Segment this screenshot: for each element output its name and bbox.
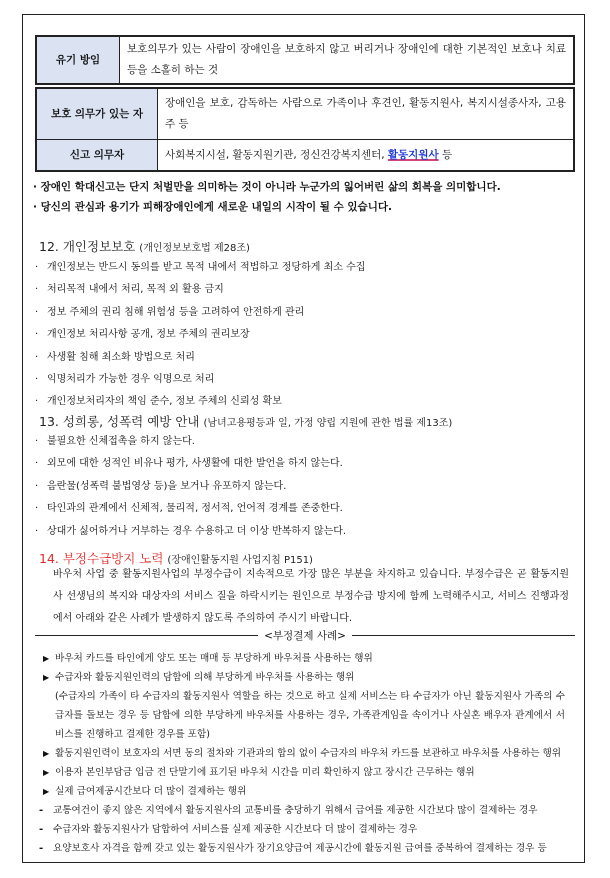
section-13-list (35, 431, 346, 543)
row-text-after: 등 (438, 148, 453, 161)
table-row (36, 36, 574, 84)
document-page (22, 14, 585, 863)
case-text: 수급자와 활동지원인력의 담합에 의해 부당하게 바우처를 사용하는 행위 (55, 672, 355, 683)
bullet-dot-icon: · (35, 458, 39, 470)
list-item-text: 타인과의 관계에서 신체적, 물리적, 정서적, 언어적 경계를 존중한다. (47, 503, 343, 515)
section-title-text: 14. 부정수급방지 노력 (39, 551, 164, 566)
fraud-cases-list (35, 649, 565, 858)
section-subtitle: (개인정보보호법 제28조) (139, 243, 250, 254)
section-title-text: 13. 성희롱, 성폭력 예방 안내 (39, 414, 200, 429)
section-title-text: 12. 개인정보보호 (39, 239, 136, 254)
bullet-dot-icon: · (35, 262, 39, 273)
list-item-text: 처리목적 내에서 처리, 목적 외 활용 금지 (47, 284, 224, 296)
fraud-case-item (35, 668, 565, 744)
triangle-bullet-icon: ▶ (43, 768, 50, 777)
list-item-text: 외모에 대한 성적인 비유나 평가, 사생활에 대한 발언을 하지 않는다. (47, 458, 343, 470)
list-item (35, 521, 346, 543)
case-text: 바우처 카드를 타인에게 양도 또는 매매 등 부당하게 바우처를 사용하는 행위 (55, 653, 373, 664)
duty-holders-table (35, 87, 575, 172)
abuse-report-notice (33, 178, 573, 217)
bullet-dot-icon: · (35, 480, 39, 492)
case-text: 활동지원인력이 보호자의 서면 동의 절차와 기관과의 합의 없이 수급자의 바우처 카드를 보관하고 바우처를 사용하는 행위 (55, 748, 562, 759)
section-12-list (35, 257, 365, 414)
list-item-text: 개인정보 처리사항 공개, 정보 주체의 권리보장 (47, 329, 250, 341)
bullet-dot-icon: · (35, 329, 39, 341)
case-text: 교통여건이 좋지 않은 지역에서 활동지원사의 교통비를 충당하기 위해서 급여를 제공한 시간보다 많이 결제하는 경우 (53, 805, 538, 816)
triangle-bullet-icon: ▶ (43, 654, 50, 663)
section-13-title (39, 412, 452, 430)
triangle-bullet-icon: ▶ (43, 749, 50, 758)
list-item-text: 상대가 싫어하거나 거부하는 경우 수용하고 더 이상 반복하지 않는다. (47, 525, 347, 537)
row-text: 장애인을 보호, 감독하는 사람으로 가족이나 후견인, 활동지원사, 복지시설종사자, 고용주 등 (158, 88, 575, 140)
list-item-text: 개인정보는 반드시 동의를 받고 목적 내에서 적법하고 정당하게 최소 수집 (47, 262, 366, 273)
list-item-text: 음란물(성폭력 불법영상 등)을 보거나 유포하지 않는다. (47, 480, 287, 492)
bullet-dot-icon: · (35, 373, 39, 385)
list-item (35, 324, 365, 346)
list-item (35, 498, 346, 520)
fraud-prevention-paragraph: 바우처 사업 중 활동지원사업의 부정수급이 지속적으로 가장 많은 부분을 차지하고 있습니다. 부정수급은 곧 활동지원사 선생님의 복지와 대상자의 서비스 질을 하락시키는 원인으로 부정수급 방지에 함께 노력해주시고, 서비스 진행과정에서 아래와 같은 사례가 발생하지 않도록 주의하여 주시기 바랍니다. (53, 569, 569, 624)
bullet-dot-icon: · (35, 503, 39, 515)
list-item-text: 불필요한 신체접촉을 하지 않는다. (47, 436, 195, 447)
case-text: 수급자와 활동지원사가 담합하여 서비스를 실제 제공한 시간보다 더 많이 결제하는 경우 (53, 824, 418, 835)
list-item (35, 279, 365, 301)
case-detail: (수급자의 가족이 타 수급자의 활동지원사 역할을 하는 것으로 하고 실제 서비스는 타 수급자가 아닌 활동지원사 가족의 수급자를 돌보는 경우 등 담합에 의한 부당하게 바우처를 사용하는 경우, 가족관계임을 속이거나 사실혼 배우자 관계에서 서비스를 진행하고 결제한 경우를 포함) (55, 691, 565, 740)
bullet-dot-icon: · (35, 306, 39, 318)
bullet-dot-icon: · (35, 396, 39, 408)
section-subtitle: (남녀고용평등과 일, 가정 양립 지원에 관한 법률 제13조) (203, 418, 453, 429)
row-label: 신고 의무자 (36, 140, 158, 172)
dash-bullet-icon: - (39, 824, 44, 835)
list-item-text: 개인정보처리자의 책임 준수, 정보 주체의 신뢰성 확보 (47, 396, 282, 408)
row-text (158, 140, 575, 172)
row-label: 보호 의무가 있는 자 (36, 88, 158, 140)
fraud-case-subitem (35, 820, 565, 839)
dash-bullet-icon: - (39, 843, 44, 854)
list-item-text: 사생활 침해 최소화 방법으로 처리 (47, 351, 195, 363)
fraud-case-subitem (35, 839, 565, 858)
notice-line: · 장애인 학대신고는 단지 처벌만을 의미하는 것이 아니라 누군가의 잃어버린 삶의 회복을 의미합니다. (33, 181, 501, 193)
case-text: 이용자 본인부담금 입금 전 단말기에 표기된 바우처 시간을 미리 확인하지 않고 장시간 근무하는 행위 (55, 767, 475, 778)
list-item-text: 익명처리가 가능한 경우 익명으로 처리 (47, 373, 215, 385)
table-row (36, 140, 574, 172)
divider-line-right (352, 635, 575, 636)
neglect-definition-table (35, 35, 575, 85)
row-label: 유기 방임 (36, 36, 120, 84)
list-item (35, 431, 346, 453)
list-item (35, 347, 365, 369)
divider-line-left (35, 635, 258, 636)
dash-bullet-icon: - (39, 805, 44, 816)
list-item (35, 257, 365, 279)
fraud-case-item (35, 763, 565, 782)
section-subtitle: (장애인활동지원 사업지침 P151) (167, 555, 313, 566)
triangle-bullet-icon: ▶ (43, 787, 50, 796)
bullet-dot-icon: · (35, 436, 39, 447)
row-text-before: 사회복지시설, 활동지원기관, 정신건강복지센터, (165, 148, 388, 161)
fraud-case-item (35, 782, 565, 801)
list-item-text: 정보 주체의 권리 침해 위험성 등을 고려하여 안전하게 관리 (47, 306, 305, 318)
list-item (35, 302, 365, 324)
list-item (35, 476, 346, 498)
fraud-case-item (35, 744, 565, 763)
fraud-case-item (35, 649, 565, 668)
support-worker-link[interactable]: 활동지원사 (387, 148, 439, 161)
case-text: 요양보호사 자격을 함께 갖고 있는 활동지원사가 장기요양급여 제공시간에 활동지원 급여를 중복하여 결제하는 경우 등 (53, 843, 547, 854)
notice-line: · 당신의 관심과 용기가 피해장애인에게 새로운 내일의 시작이 될 수 있습니다. (33, 200, 392, 213)
case-text: 실제 급여제공시간보다 더 많이 결제하는 행위 (55, 786, 247, 797)
bullet-dot-icon: · (35, 351, 39, 363)
list-item (35, 391, 365, 413)
bullet-dot-icon: · (35, 525, 39, 537)
list-item (35, 453, 346, 475)
fraud-case-subitem (35, 801, 565, 820)
bullet-dot-icon: · (35, 284, 39, 296)
list-item (35, 369, 365, 391)
section-12-title (39, 237, 250, 255)
triangle-bullet-icon: ▶ (43, 673, 50, 682)
row-text: 보호의무가 있는 사람이 장애인을 보호하지 않고 버리거나 장애인에 대한 기본적인 보호나 치료 등을 소홀히 하는 것 (120, 36, 575, 84)
table-row (36, 88, 574, 140)
fraud-cases-divider (35, 627, 575, 643)
divider-label: <부정결제 사례> (264, 629, 346, 642)
